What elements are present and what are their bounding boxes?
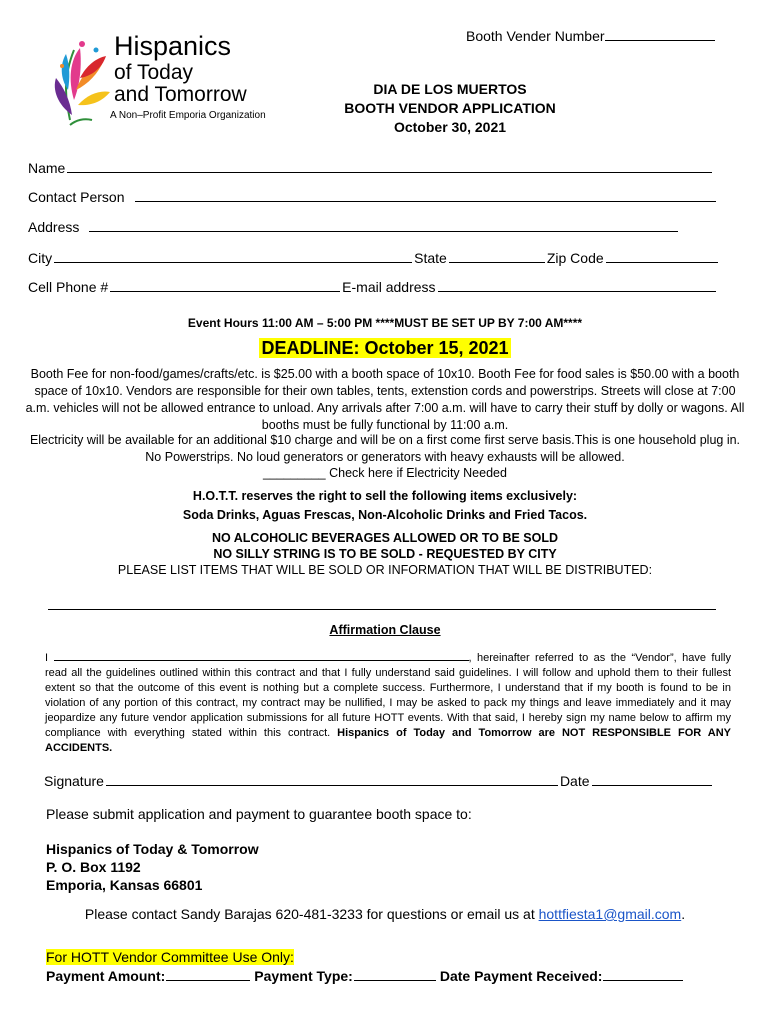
logo-line-1: Hispanics bbox=[114, 31, 232, 61]
address-city: Emporia, Kansas 66801 bbox=[46, 877, 203, 893]
affirmation-clause bbox=[45, 650, 731, 756]
city-input[interactable] bbox=[54, 262, 412, 263]
payment-type-label: Payment Type: bbox=[254, 968, 353, 984]
signature-input[interactable] bbox=[106, 785, 558, 786]
booth-vendor-number-label: Booth Vender Number bbox=[466, 28, 605, 44]
contact-person-label: Contact Person bbox=[28, 189, 125, 205]
deadline-badge: DEADLINE: October 15, 2021 bbox=[261, 338, 509, 358]
mailing-address bbox=[46, 840, 259, 894]
affirmation-text: , hereinafter referred to as the “Vendor”, have fully read all the guidelines outlined within this contract and that I fully understand said guidelines. I will follow and uphold them to their fullest extent so that the outcome of this event is nothing but a complete success. Furthermore, I understand that if my booth is found to be in violation of any portion of this contract, my contract may be nullified, I may be asked to pack my things and leave immediately and it may jeopardize any future vendor application submissions for all future HOTT events. With that said, I hereby sign my name below to affirm my compliance with everything stated within this contract. bbox=[45, 652, 731, 739]
date-received-input[interactable] bbox=[603, 980, 683, 981]
electricity-checkbox-line[interactable]: _________ Check here if Electricity Needed bbox=[263, 466, 507, 480]
reserve-line-2: Soda Drinks, Aguas Frescas, Non-Alcoholic Drinks and Fried Tacos. bbox=[182, 508, 588, 522]
org-logo bbox=[48, 30, 288, 135]
payment-type-input[interactable] bbox=[354, 980, 436, 981]
event-hours: Event Hours 11:00 AM – 5:00 PM ****MUST BE SET UP BY 7:00 AM**** bbox=[187, 316, 583, 330]
state-input[interactable] bbox=[449, 262, 545, 263]
logo-line-3: and Tomorrow bbox=[114, 83, 247, 106]
logo-tagline: A Non–Profit Emporia Organization bbox=[110, 110, 266, 121]
email-input[interactable] bbox=[438, 291, 716, 292]
contact-end: . bbox=[681, 906, 686, 922]
contact-text: Please contact Sandy Barajas 620-481-3233 for questions or email us at bbox=[84, 906, 539, 922]
email-label: E-mail address bbox=[342, 279, 436, 295]
name-field[interactable] bbox=[28, 158, 714, 176]
address-org: Hispanics of Today & Tomorrow bbox=[46, 841, 259, 857]
document-title bbox=[300, 80, 600, 137]
title-line-3: October 30, 2021 bbox=[393, 119, 507, 135]
zip-input[interactable] bbox=[606, 262, 718, 263]
title-line-1: DIA DE LOS MUERTOS bbox=[373, 81, 527, 97]
address-po-box: P. O. Box 1192 bbox=[46, 859, 141, 875]
name-label: Name bbox=[28, 160, 66, 176]
title-line-2: BOOTH VENDOR APPLICATION bbox=[344, 100, 556, 116]
signature-label: Signature bbox=[44, 773, 104, 789]
items-entry-line[interactable] bbox=[48, 609, 716, 610]
logo-line-2: of Today bbox=[114, 61, 194, 84]
booth-vendor-number-field[interactable] bbox=[466, 28, 715, 44]
reserve-line-1: H.O.T.T. reserves the right to sell the following items exclusively: bbox=[192, 489, 578, 503]
state-label: State bbox=[414, 250, 447, 266]
list-items-instruction: PLEASE LIST ITEMS THAT WILL BE SOLD OR INFORMATION THAT WILL BE DISTRIBUTED: bbox=[117, 563, 653, 577]
payment-row bbox=[46, 968, 687, 984]
phone-email-row bbox=[28, 277, 718, 295]
date-input[interactable] bbox=[592, 785, 712, 786]
no-silly-string-notice: NO SILLY STRING IS TO BE SOLD - REQUESTED BY CITY bbox=[213, 547, 557, 561]
city-label: City bbox=[28, 250, 53, 266]
contact-person-field[interactable] bbox=[28, 187, 718, 205]
fee-paragraph: Booth Fee for non-food/games/crafts/etc. is $25.00 with a booth space of 10x10. Booth Fee for food sales is $50.00 with a booth space of 10x10. Vendors are responsible for their own tables, tents, extenstion cords and powerstrips. Streets will close at 7:00 a.m. vehicles will not be allowed entrance to unload. Any arrivals after 7:00 a.m. will have to carry their stuff by dolly or wagons. All booths must be fully functional by 11:00 a.m. bbox=[25, 367, 745, 432]
electricity-paragraph: Electricity will be available for an additional $10 charge and will be on a first come first serve basis.This is one household plug in. No Powerstrips. No loud generators or generators with heavy exhausts will be allowed. bbox=[29, 433, 741, 464]
zip-label: Zip Code bbox=[546, 250, 604, 266]
address-label: Address bbox=[28, 219, 80, 235]
payment-amount-input[interactable] bbox=[166, 980, 250, 981]
payment-amount-label: Payment Amount: bbox=[46, 968, 166, 984]
deadline-row bbox=[0, 338, 770, 359]
address-field[interactable] bbox=[28, 217, 680, 235]
contact-line bbox=[0, 906, 770, 922]
date-received-label: Date Payment Received: bbox=[439, 968, 603, 984]
committee-heading bbox=[46, 949, 294, 965]
committee-heading-text: For HOTT Vendor Committee Use Only: bbox=[46, 949, 294, 965]
affirmation-title: Affirmation Clause bbox=[329, 623, 441, 637]
date-label: Date bbox=[559, 773, 590, 789]
affirmation-prefix: I bbox=[45, 652, 49, 664]
city-state-zip-row bbox=[28, 248, 720, 266]
cell-phone-label: Cell Phone # bbox=[28, 279, 109, 295]
submit-instruction: Please submit application and payment to guarantee booth space to: bbox=[46, 806, 472, 822]
cell-phone-input[interactable] bbox=[110, 291, 340, 292]
affirmation-disclaimer: Hispanics of Today and Tomorrow are NOT RESPONSIBLE FOR ANY ACCIDENTS. bbox=[45, 727, 731, 754]
vendor-name-input[interactable] bbox=[54, 650, 469, 661]
signature-date-row bbox=[44, 771, 714, 789]
no-alcohol-notice: NO ALCOHOLIC BEVERAGES ALLOWED OR TO BE SOLD bbox=[211, 531, 559, 545]
contact-email-link[interactable]: hottfiesta1@gmail.com bbox=[538, 906, 682, 922]
